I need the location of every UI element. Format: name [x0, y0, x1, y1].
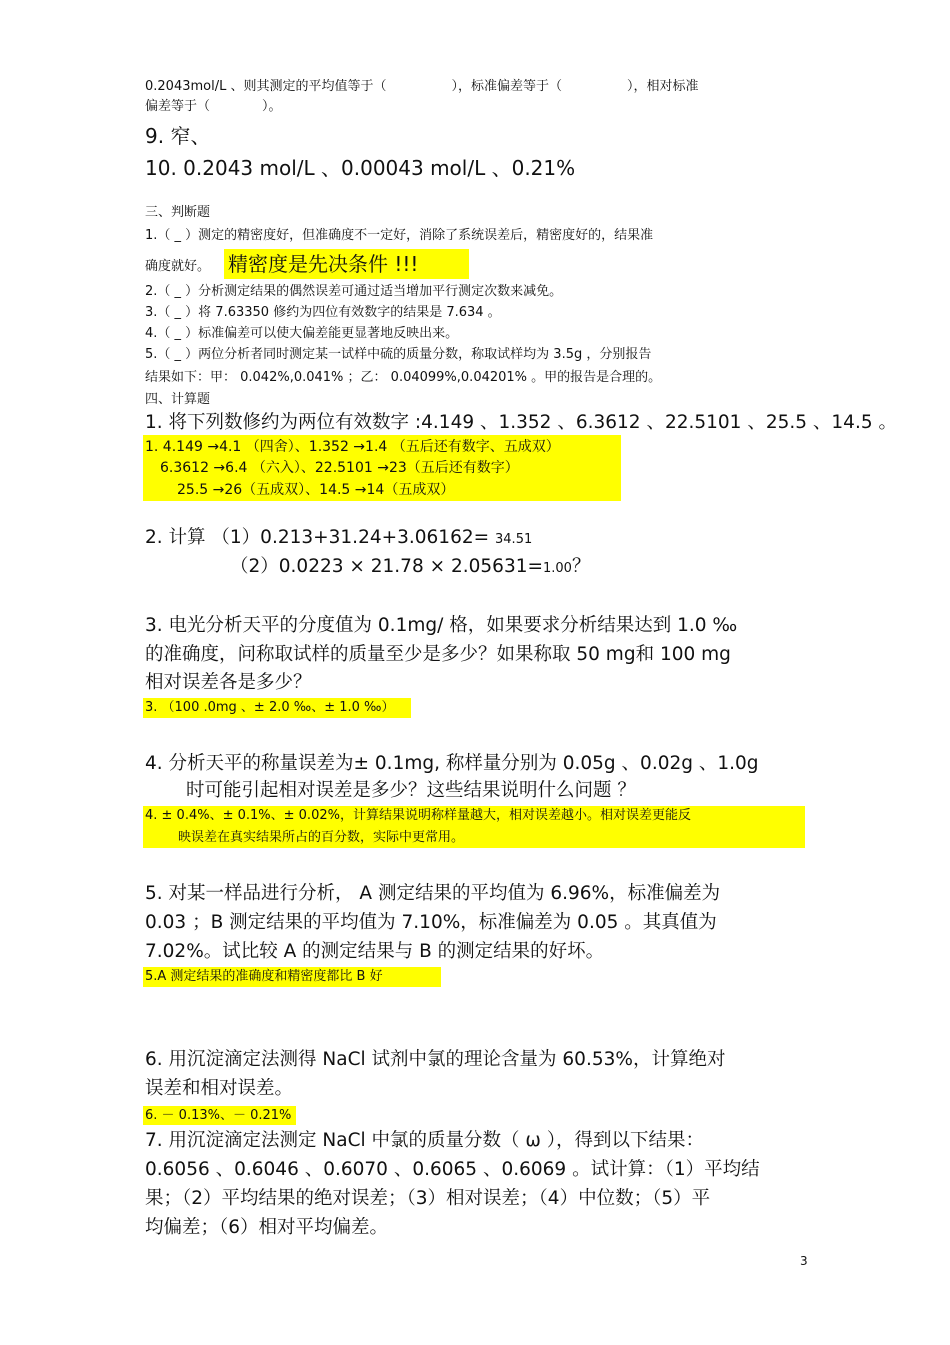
calc-q2-line-2	[230, 558, 590, 577]
calc-q4-line-2: 时可能引起相对误差是多少？这些结果说明什么问题 ？	[186, 780, 636, 801]
calc-a4-line-1: 4. ± 0.4%、± 0.1%、± 0.02%，计算结果说明称样量越大，相对误差越小。相对误差更能反	[145, 808, 691, 823]
judge-q5-line-2: 结果如下：甲： 0.042%,0.041% ；乙： 0.04099%,0.04201% 。甲的报告是合理的。	[145, 370, 662, 385]
calc-q1: 1. 将下列数修约为两位有效数字 :4.149 、1.352 、6.3612 、22.5101 、25.5 、14.5 。	[145, 412, 897, 433]
calc-q7-line-1: 7. 用沉淀滴定法测定 NaCl 中氯的质量分数（ ω ），得到以下结果：	[145, 1130, 705, 1151]
calc-q4-line-1: 4. 分析天平的称量误差为± 0.1mg, 称样量分别为 0.05g 、0.02g 、1.0g	[145, 753, 759, 774]
calc-q7-line-3: 果；（2）平均结果的绝对误差；（3）相对误差；（4）中位数；（5）平	[145, 1188, 711, 1209]
calc-a1-line-1: 1. 4.149 →4.1 （四舍）、1.352 →1.4 （五后还有数字、五成双）	[145, 439, 560, 455]
calc-q6-line-2: 误差和相对误差。	[145, 1078, 294, 1099]
judge-q1-line-2: 确度就好。	[145, 259, 211, 274]
top-line-1: 0.2043mol/L 、则其测定的平均值等于（ ），标准偏差等于（ ），相对标准	[145, 79, 699, 94]
judge-q4: 4.（ _ ）标准偏差可以使大偏差能更显著地反映出来。	[145, 326, 459, 341]
calc-q5-line-1: 5. 对某一样品进行分析， A 测定结果的平均值为 6.96%，标准偏差为	[145, 883, 721, 904]
judge-q2: 2.（ _ ）分析测定结果的偶然误差可通过适当增加平行测定次数来减免。	[145, 284, 563, 299]
calc-q7-line-2: 0.6056 、0.6046 、0.6070 、0.6065 、0.6069 。试计算：（1）平均结	[145, 1159, 760, 1180]
calc-a4-line-2: 映误差在真实结果所占的百分数，实际中更常用。	[178, 830, 465, 845]
calc-a5: 5.A 测定结果的准确度和精密度都比 B 好	[145, 969, 383, 984]
calc-a1-line-3: 25.5 →26（五成双）、14.5 →14（五成双）	[177, 482, 455, 498]
calc-q2-result-1: 34.51	[495, 532, 533, 547]
calc-q5-line-3: 7.02%。试比较 A 的测定结果与 B 的测定结果的好坏。	[145, 941, 605, 962]
judge-q5-line-1: 5.（ _ ）两位分析者同时测定某一试样中硫的质量分数，称取试样均为 3.5g ，分别报告	[145, 347, 652, 362]
calc-a3: 3. （100 .0mg 、± 2.0 ‰、± 1.0 ‰）	[145, 700, 395, 715]
calc-q2-line-1	[145, 529, 532, 548]
answer-9: 9. 窄、	[145, 124, 211, 148]
calc-q3-line-1: 3. 电光分析天平的分度值为 0.1mg/ 格，如果要求分析结果达到 1.0 ‰	[145, 615, 738, 636]
calc-q2-expr-2: （2）0.0223 × 21.78 × 2.05631=	[230, 556, 543, 577]
calc-q2-result-2: 1.00	[543, 561, 572, 576]
calc-a1-line-2: 6.3612 →6.4 （六入）、22.5101 →23（五后还有数字）	[160, 460, 519, 476]
answer-10: 10. 0.2043 mol/L 、0.00043 mol/L 、0.21%	[145, 156, 576, 180]
calc-q7-line-4: 均偏差；（6）相对平均偏差。	[145, 1217, 389, 1238]
calc-q2-tail: ？	[571, 556, 591, 577]
page-number: 3	[800, 1254, 808, 1268]
calc-q2-expr-1: 2. 计算 （1）0.213+31.24+3.06162=	[145, 527, 490, 548]
judge-q1-note: 精密度是先决条件 !!!	[228, 252, 419, 276]
section-4-title: 四、计算题	[145, 392, 211, 407]
calc-q6-line-1: 6. 用沉淀滴定法测得 NaCl 试剂中氯的理论含量为 60.53%，计算绝对	[145, 1049, 726, 1070]
judge-q3: 3.（ _ ）将 7.63350 修约为四位有效数字的结果是 7.634 。	[145, 305, 501, 320]
calc-q5-line-2: 0.03 ；B 测定结果的平均值为 7.10%，标准偏差为 0.05 。其真值为	[145, 912, 717, 933]
judge-q1-line-1: 1.（ _ ）测定的精密度好，但准确度不一定好，消除了系统误差后，精密度好的，结果准	[145, 228, 654, 243]
section-3-title: 三、判断题	[145, 205, 211, 220]
calc-q3-line-3: 相对误差各是多少？	[145, 672, 312, 693]
top-line-2: 偏差等于（ ）。	[145, 99, 282, 114]
calc-q3-line-2: 的准确度，问称取试样的质量至少是多少？如果称取 50 mg和 100 mg	[145, 644, 731, 665]
calc-a6: 6. － 0.13%、－ 0.21%	[145, 1108, 292, 1123]
